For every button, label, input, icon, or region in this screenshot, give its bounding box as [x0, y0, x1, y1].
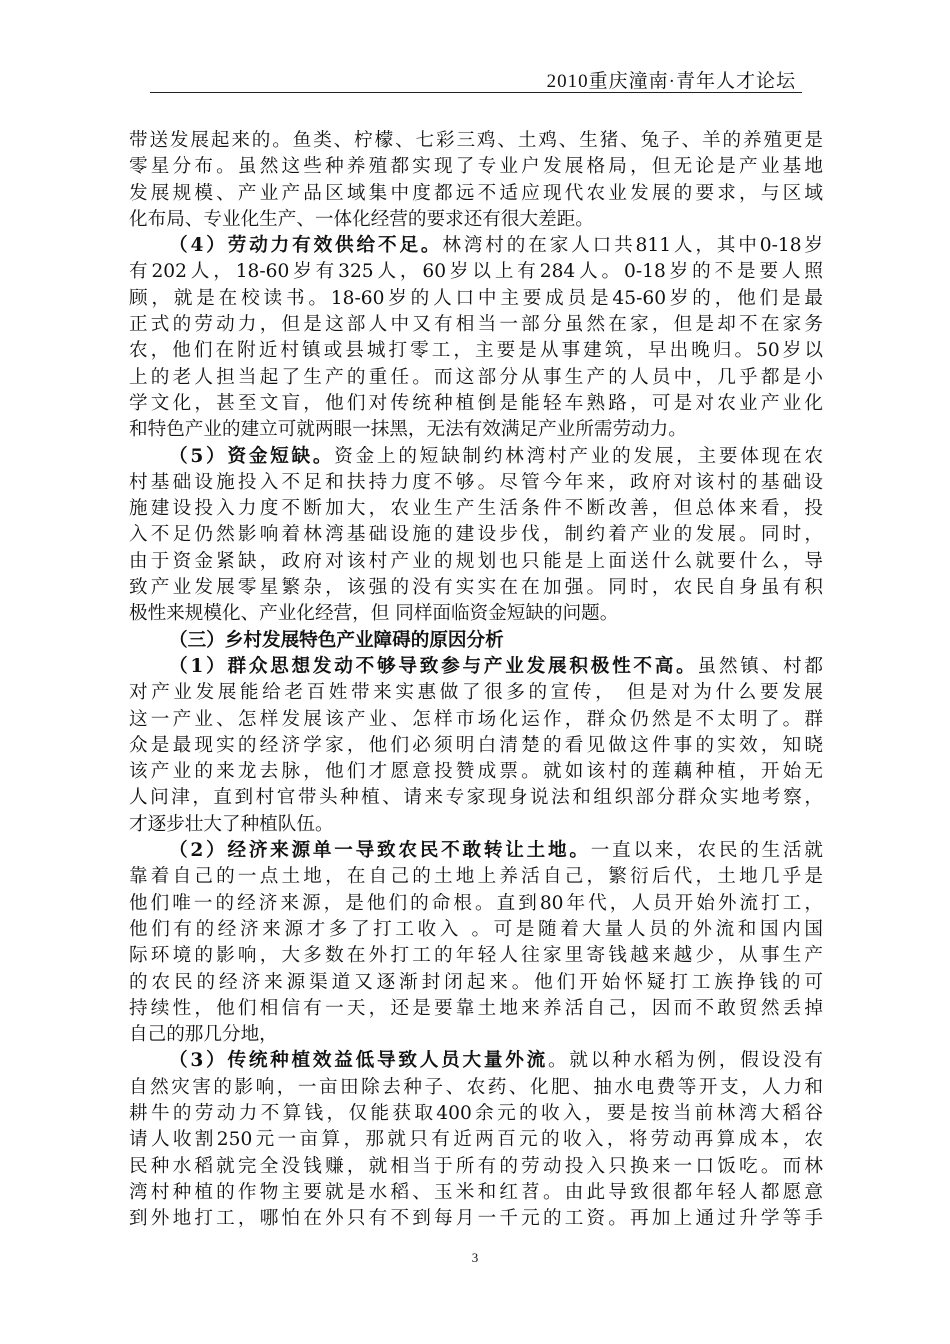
text-line: [129, 917, 823, 943]
text-line: [129, 654, 823, 680]
line-text: 靠着自己的一点土地，在自己的土地上养活自己，繁衍后代，土地几乎是: [129, 866, 823, 888]
section-heading: [129, 628, 823, 654]
text-line: [129, 733, 823, 759]
line-text: 民种水稻就完全没钱赚，就相当于所有的劳动投入只换来一口饭吃。而林: [129, 1155, 823, 1177]
text-line: [129, 312, 823, 338]
paragraph-heading: （1）群众思想发动不够导致参与产业发展积极性不高。: [169, 655, 698, 677]
line-text: 发展规模、产业产品区域集中度都远不适应现代农业发展的要求，与区域: [129, 182, 823, 204]
line-text: 耕牛的劳动力不算钱，仅能获取400余元的收入，要是按当前林湾大稻谷: [129, 1102, 823, 1124]
line-text: 农，他们在附近村镇或县城打零工，主要是从事建筑，早出晚归。50岁以: [129, 340, 823, 362]
text-line: [129, 470, 823, 496]
text-line: [129, 970, 823, 996]
text-line: [129, 1180, 823, 1206]
line-text: 自己的那几分地，: [129, 1024, 278, 1046]
text-line: [129, 1048, 823, 1074]
text-line: [129, 759, 823, 785]
line-text: 学文化，甚至文盲，他们对传统种植倒是能轻车熟路，可是对农业产业化: [129, 392, 823, 414]
text-line: [129, 601, 823, 627]
line-text: 有202人，18-60岁有325人，60岁以上有284人。0-18岁的不是要人照: [129, 261, 823, 283]
line-text: 和特色产业的建立可就两眼一抹黑，无法有效满足产业所需劳动力。: [129, 419, 687, 441]
text-line: [129, 233, 823, 259]
line-text: 正式的劳动力，但是这部人中又有相当一部分虽然在家，但是却不在家务: [129, 314, 823, 336]
text-line: [129, 864, 823, 890]
line-text: 湾村种植的作物主要就是水稻、玉米和红苕。由此导致很都年轻人都愿意: [129, 1181, 823, 1203]
line-text: 他们有的经济来源才多了打工收入 。可是随着大量人员的外流和国内国: [129, 918, 823, 940]
text-line: [129, 365, 823, 391]
line-text: 村基础设施投入不足和扶持力度不够。尽管今年来，政府对该村的基础设: [129, 471, 823, 493]
document-body: [129, 128, 823, 1232]
line-text: 林湾村的在家人口共811人，其中0-18岁: [442, 235, 823, 257]
line-text: 一直以来，农民的生活就: [590, 840, 823, 862]
paragraph-heading: （5）资金短缺。: [169, 445, 335, 467]
text-line: [129, 838, 823, 864]
text-line: [129, 680, 823, 706]
line-text: 持续性，他们相信有一天，还是要靠土地来养活自己，因而不敢贸然丢掉: [129, 997, 823, 1019]
text-line: [129, 575, 823, 601]
text-line: [129, 812, 823, 838]
line-text: 。就以种水稻为例，假设没有: [547, 1050, 823, 1072]
line-text: 极性来规模化、产业化经营，但 同样面临资金短缺的问题。: [129, 603, 619, 625]
line-text: （三）乡村发展特色产业障碍的原因分析: [169, 629, 504, 651]
text-line: [129, 391, 823, 417]
line-text: 他们唯一的经济来源，是他们的命根。直到80年代，人员开始外流打工，: [129, 892, 823, 914]
text-line: [129, 417, 823, 443]
page-number: 3: [471, 1250, 479, 1265]
line-text: 自然灾害的影响，一亩田除去种子、农药、化肥、抽水电费等开支，人力和: [129, 1076, 823, 1098]
text-line: [129, 1022, 823, 1048]
line-text: 人问津，直到村官带头种植、请来专家现身说法和组织部分群众实地考察，: [129, 787, 823, 809]
header-title: 2010重庆潼南·青年人才论坛: [546, 71, 796, 92]
text-line: [129, 128, 823, 154]
line-text: 零星分布。虽然这些种养殖都实现了专业户发展格局，但无论是产业基地: [129, 156, 823, 178]
text-line: [129, 154, 823, 180]
paragraph-heading: （2）经济来源单一导致农民不敢转让土地。: [169, 840, 591, 862]
line-text: 资金上的短缺制约林湾村产业的发展，主要体现在农: [334, 445, 823, 467]
text-line: [129, 549, 823, 575]
text-line: [129, 522, 823, 548]
line-text: 际环境的影响，大多数在外打工的年轻人往家里寄钱越来越少，从事生产: [129, 945, 823, 967]
text-line: [129, 496, 823, 522]
line-text: 的农民的经济来源渠道又逐渐封闭起来。他们开始怀疑打工族挣钱的可: [129, 971, 823, 993]
line-text: 化布局、专业化生产、一体化经营的要求还有很大差距。: [129, 208, 594, 230]
text-line: [129, 1127, 823, 1153]
paragraph-heading: （3）传统种植效益低导致人员大量外流: [169, 1050, 548, 1072]
text-line: [129, 338, 823, 364]
line-text: 入不足仍然影响着林湾基础设施的建设步伐，制约着产业的发展。同时，: [129, 524, 823, 546]
text-line: [129, 1154, 823, 1180]
line-text: 众是最现实的经济学家，他们必须明白清楚的看见做这件事的实效，知晓: [129, 734, 823, 756]
text-line: [129, 785, 823, 811]
text-line: [129, 207, 823, 233]
page-header: [150, 66, 802, 93]
text-line: [129, 891, 823, 917]
line-text: 请人收割250元一亩算，那就只有近两百元的收入，将劳动再算成本，农: [129, 1129, 823, 1151]
line-text: 才逐步壮大了种植队伍。: [129, 813, 334, 835]
line-text: 施建设投入力度不断加大，农业生产生活条件不断改善，但总体来看，投: [129, 498, 823, 520]
line-text: 该产业的来龙去脉，他们才愿意投赞成票。就如该村的莲藕种植，开始无: [129, 761, 823, 783]
line-text: 对产业发展能给老百姓带来实惠做了很多的宣传， 但是对为什么要发展: [129, 682, 823, 704]
text-line: [129, 996, 823, 1022]
text-line: [129, 943, 823, 969]
text-line: [129, 444, 823, 470]
line-text: 顾，就是在校读书。18-60岁的人口中主要成员是45-60岁的，他们是最: [129, 287, 823, 309]
text-line: [129, 286, 823, 312]
text-line: [129, 707, 823, 733]
text-line: [129, 259, 823, 285]
line-text: 这一产业、怎样发展该产业、怎样市场化运作，群众仍然是不太明了。群: [129, 708, 823, 730]
line-text: 带送发展起来的。鱼类、柠檬、七彩三鸡、土鸡、生猪、兔子、羊的养殖更是: [129, 130, 823, 151]
text-line: [129, 1075, 823, 1101]
line-text: 到外地打工，哪怕在外只有不到每月一千元的工资。再加上通过升学等手: [129, 1208, 823, 1230]
line-text: 由于资金紧缺，政府对该村产业的规划也只能是上面送什么就要什么，导: [129, 550, 823, 572]
text-line: [129, 1206, 823, 1232]
line-text: 致产业发展零星繁杂，该强的没有实实在在加强。同时，农民自身虽有积: [129, 577, 823, 599]
line-text: 虽然镇、村都: [697, 655, 823, 677]
text-line: [129, 1101, 823, 1127]
line-text: 上的老人担当起了生产的重任。而这部分从事生产的人员中，几乎都是小: [129, 366, 823, 388]
paragraph-heading: （4）劳动力有效供给不足。: [169, 235, 443, 257]
text-line: [129, 181, 823, 207]
